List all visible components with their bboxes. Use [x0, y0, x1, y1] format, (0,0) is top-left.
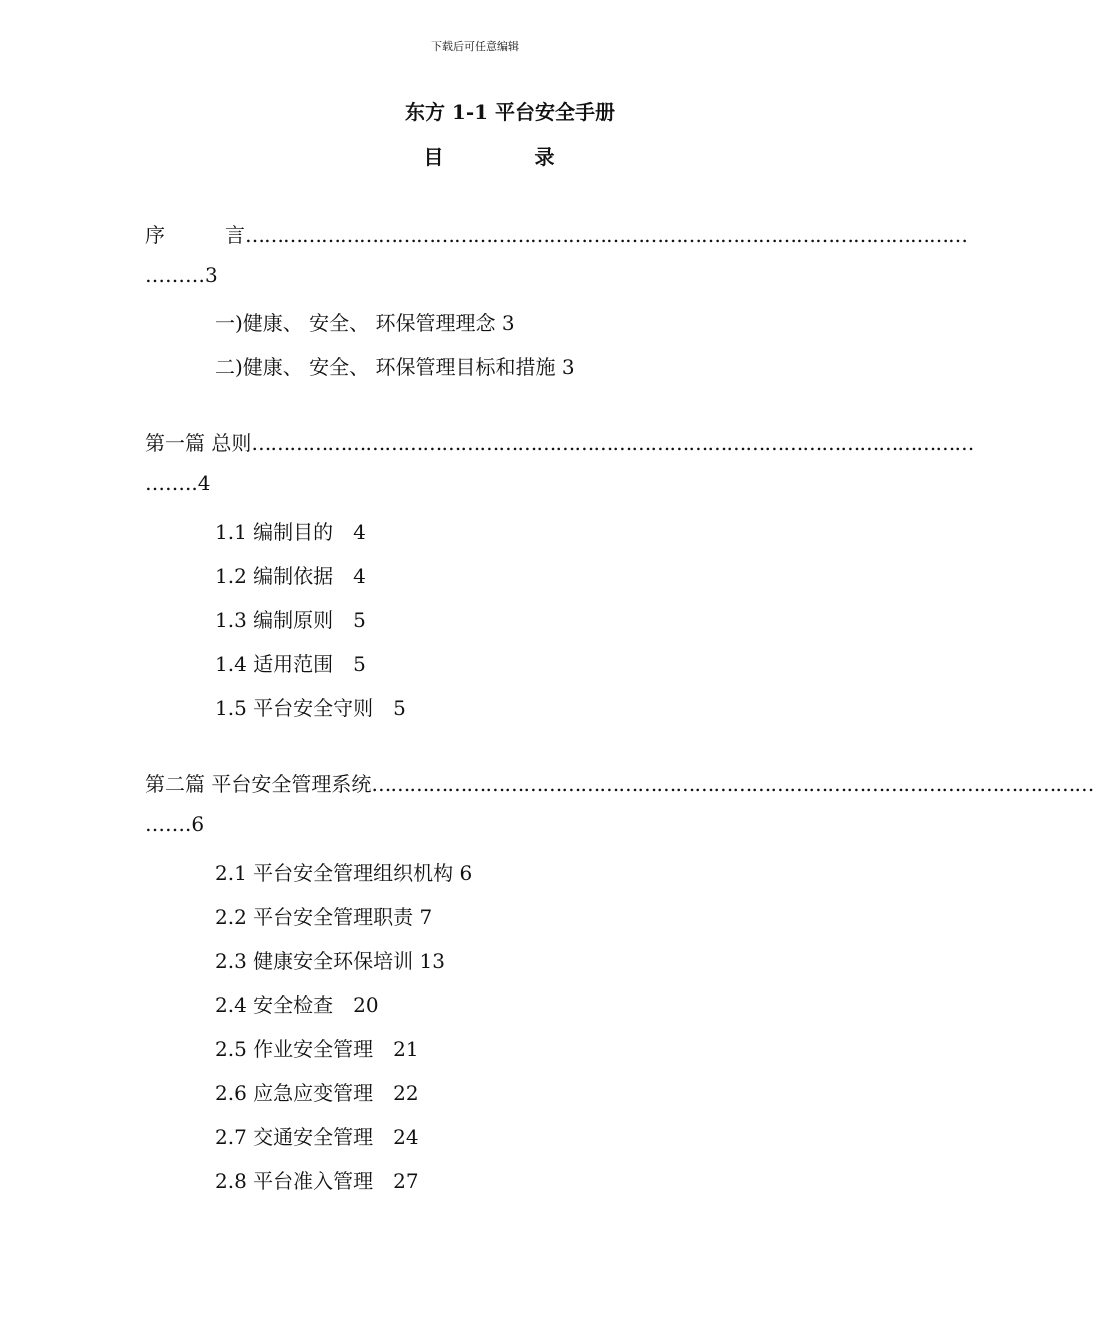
toc-section-page: …….6 [145, 812, 205, 836]
toc-item[interactable]: 2.5 作业安全管理 21 [215, 1037, 419, 1061]
toc-item[interactable]: 2.1 平台安全管理组织机构 6 [215, 861, 473, 885]
toc-item[interactable]: 1.5 平台安全守则 5 [215, 696, 406, 720]
toc-section-page: ………3 [145, 263, 218, 287]
toc-item[interactable]: 2.3 健康安全环保培训 13 [215, 949, 445, 973]
toc-section-preface[interactable] [145, 215, 967, 295]
toc-item[interactable]: 1.1 编制目的 4 [215, 520, 366, 544]
toc-item[interactable]: 2.8 平台准入管理 27 [215, 1169, 419, 1193]
toc-section-part-one[interactable] [145, 423, 974, 503]
document-title: 东方 1-1 平台安全手册 [404, 100, 616, 124]
toc-item[interactable]: 2.4 安全检查 20 [215, 993, 379, 1017]
toc-item[interactable]: 一)健康、 安全、 环保管理理念 3 [215, 311, 515, 335]
toc-item[interactable]: 2.7 交通安全管理 24 [215, 1125, 419, 1149]
toc-item[interactable]: 1.4 适用范围 5 [215, 652, 366, 676]
toc-leader-dots: …………………………………………………………………………………………………… [245, 223, 967, 247]
toc-section-label: 第二篇 平台安全管理系统 [145, 772, 372, 796]
toc-section-label: 序 言 [145, 223, 245, 247]
toc-item[interactable]: 2.6 应急应变管理 22 [215, 1081, 419, 1105]
toc-item[interactable]: 2.2 平台安全管理职责 7 [215, 905, 433, 929]
toc-leader-dots: …………………………………………………………………………………………………… [371, 772, 1093, 796]
toc-item[interactable]: 二)健康、 安全、 环保管理目标和措施 3 [215, 355, 575, 379]
toc-heading: 目 录 [423, 145, 597, 169]
toc-section-label: 第一篇 总则 [145, 431, 252, 455]
toc-item[interactable]: 1.3 编制原则 5 [215, 608, 366, 632]
toc-item[interactable]: 1.2 编制依据 4 [215, 564, 366, 588]
toc-section-page: ……..4 [145, 471, 211, 495]
toc-leader-dots: …………………………………………………………………………………………………… [251, 431, 974, 455]
header-note: 下载后可任意编辑 [431, 40, 519, 53]
toc-section-part-two[interactable] [145, 764, 1093, 844]
